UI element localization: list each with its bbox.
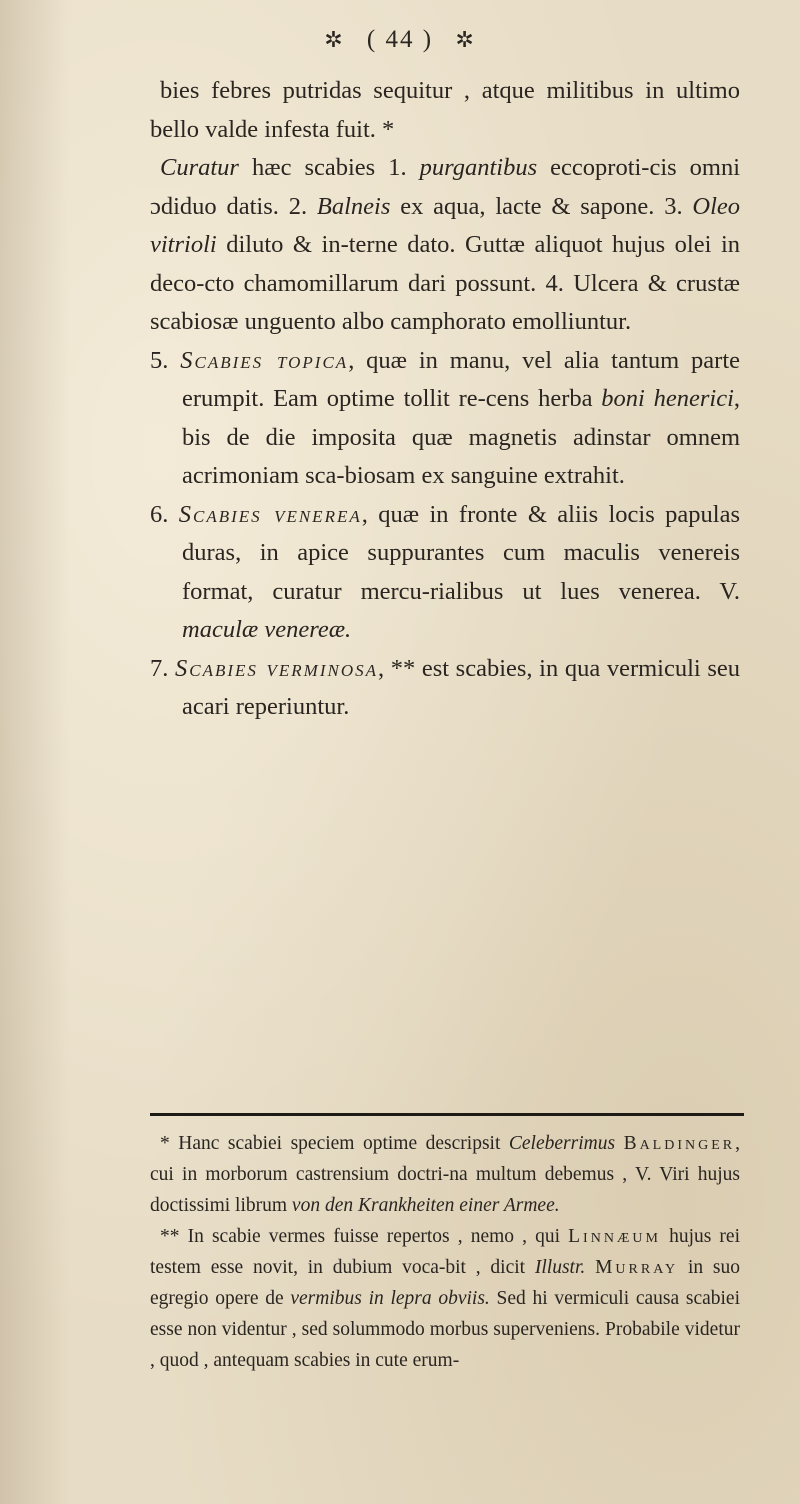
footnote-ref: * xyxy=(382,115,395,143)
page-gutter-shadow xyxy=(0,0,70,1504)
ornament-left-icon: ✲ xyxy=(324,27,345,52)
main-text xyxy=(150,72,740,727)
ornament-right-icon: ✲ xyxy=(455,27,476,52)
footnote-1: * Hanc scabiei speciem optime descripsit Celeberrimus Baldinger, cui in morborum castrensium doctri-na multum debemus , V. Viri hujus doctissimi librum von den Krankheiten einer Armee. xyxy=(150,1133,740,1216)
page-header xyxy=(0,26,800,54)
item-title: Scabies venerea xyxy=(178,500,362,528)
list-item-scabies-venerea: 6. Scabies venerea, quæ in fronte & aliis locis papulas duras, in apice suppurantes cum maculis venereis format, curatur mercu-rialibus ut lues venerea. V. maculæ venereæ. xyxy=(150,500,741,643)
footnote-divider xyxy=(150,1113,744,1116)
list-item-scabies-topica: 5. Scabies topica, quæ in manu, vel alia tantum parte erumpit. Eam optime tollit re-cens herba boni henerici, bis de die imposita quæ magnetis adinstar omnem acrimoniam sca-biosam ex sanguine extrahit. xyxy=(150,346,740,489)
list-item-scabies-verminosa: 7. Scabies verminosa, ** est scabies, in qua vermiculi seu acari reperiuntur. xyxy=(150,654,740,720)
paragraph-1: bies febres putridas sequitur , atque militibus in ultimo bello valde infesta fuit. * xyxy=(150,77,740,143)
footnotes xyxy=(150,1128,740,1376)
item-title: Scabies topica xyxy=(180,346,349,374)
paragraph-curatur: Curatur hæc scabies 1. purgantibus eccoproti-cis omni ɔdiduo datis. 2. Balneis ex aqua, lacte & sapone. 3. Oleo vitrioli diluto & in-terne dato. Guttæ aliquot hujus olei in deco-cto chamomillarum dari possunt. 4. Ulcera & crustæ scabiosæ unguento albo camphorato emolliuntur. xyxy=(150,154,741,335)
page-number: ( 44 ) xyxy=(366,26,434,53)
footnote-2: ** In scabie vermes fuisse repertos , nemo , qui Linnæum hujus rei testem esse novit, in dubium voca-bit , dicit Illustr. Murray in suo egregio opere de vermibus in lepra obviis. Sed hi vermiculi causa scabiei esse non videntur , sed solummodo morbus superveniens. Probabile videtur , quod , antequam scabies in cute erum- xyxy=(150,1226,741,1371)
item-title: Scabies verminosa xyxy=(175,654,378,682)
